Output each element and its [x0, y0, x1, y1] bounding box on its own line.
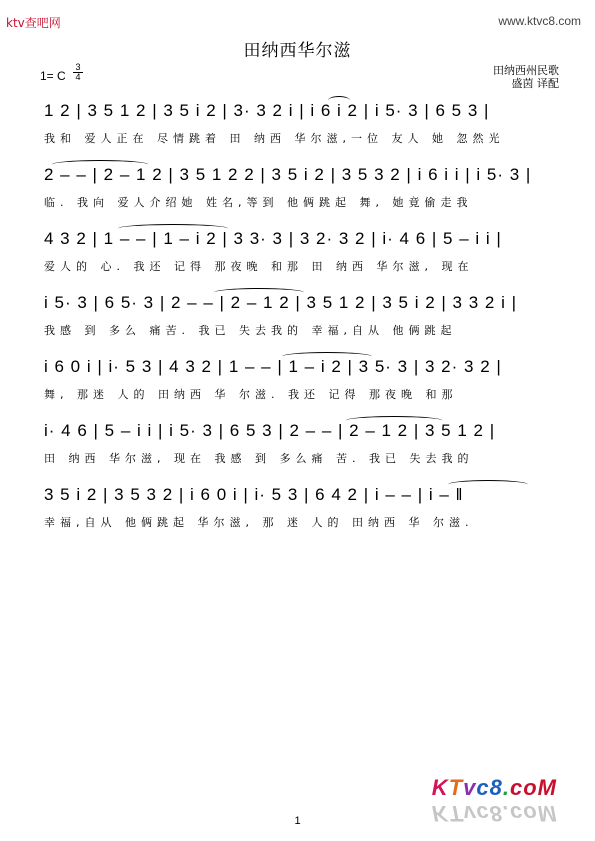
score-row-3 — [28, 224, 568, 286]
notation-line: 1 2 | 3 5 1 2 | 3 5 i 2 | 3· 3 2 i | i 6 i 2 | i 5· 3 | 6 5 3 | — [44, 101, 490, 120]
key-signature: 1= C — [40, 69, 66, 83]
lyrics-line: 我和 爱人正在 尽情跳着 田 纳西 华尔滋,一位 友人 她 忽然光 — [44, 132, 505, 145]
score-row-6 — [28, 416, 568, 478]
site-logo — [432, 775, 557, 801]
site-url-right: www.ktvc8.com — [498, 14, 581, 28]
logo-part: v — [463, 775, 477, 800]
credit-origin: 田纳西州民歌 — [493, 64, 559, 77]
lyrics-line: 临. 我向 爱人介绍她 姓名,等到 他俩跳起 舞, 她竟偷走我 — [44, 196, 473, 209]
time-signature — [72, 63, 84, 82]
lyrics-line: 我感 到 多么 痛苦. 我已 失去我的 幸福,自从 他俩跳起 — [44, 324, 457, 337]
logo-part: T — [448, 775, 464, 800]
lyrics-line: 田 纳西 华尔滋, 现在 我感 到 多么痛 苦. 我已 失去我的 — [44, 452, 474, 465]
logo-part: coM — [510, 801, 557, 826]
song-title: 田纳西华尔滋 — [243, 41, 352, 61]
score-row-4 — [28, 288, 568, 350]
meter-top: 3 — [75, 62, 81, 72]
logo-part: c8 — [476, 775, 503, 800]
notation-line: 4 3 2 | 1 – – | 1 – i 2 | 3 3· 3 | 3 2· 3 2 | i· 4 6 | 5 – i i | — [44, 229, 502, 248]
logo-part: coM — [510, 775, 557, 800]
score-row-2 — [28, 160, 568, 222]
logo-part: . — [502, 801, 510, 826]
lyrics-line: 舞, 那迷 人的 田纳西 华 尔滋. 我还 记得 那夜晚 和那 — [44, 388, 458, 401]
lyrics-line: 爱人的 心. 我还 记得 那夜晚 和那 田 纳西 华尔滋, 现在 — [44, 260, 474, 273]
site-brand-left: ktv查吧网 — [6, 16, 61, 30]
meter-bottom: 4 — [73, 72, 83, 82]
notation-line: i· 4 6 | 5 – i i | i 5· 3 | 6 5 3 | 2 – – | 2 – 1 2 | 3 5 1 2 | — [44, 421, 496, 440]
logo-part: T — [448, 801, 464, 826]
lyrics-line: 幸福,自从 他俩跳起 华尔滋, 那 迷 人的 田纳西 华 尔滋. — [44, 516, 474, 529]
notation-line: 2 – – | 2 – 1 2 | 3 5 1 2 2 | 3 5 i 2 | 3 5 3 2 | i 6 i i | i 5· 3 | — [44, 165, 532, 184]
score-row-5 — [28, 352, 568, 414]
logo-part: K — [431, 775, 449, 800]
page-number: 1 — [294, 815, 301, 827]
logo-part: c8 — [476, 801, 503, 826]
notation-line: i 6 0 i | i· 5 3 | 4 3 2 | 1 – – | 1 – i 2 | 3 5· 3 | 3 2· 3 2 | — [44, 357, 502, 376]
score-row-7 — [28, 480, 568, 542]
notation-line: i 5· 3 | 6 5· 3 | 2 – – | 2 – 1 2 | 3 5 1 2 | 3 5 i 2 | 3 3 2 i | — [44, 293, 517, 312]
logo-part: K — [431, 801, 449, 826]
notation-line: 3 5 i 2 | 3 5 3 2 | i 6 0 i | i· 5 3 | 6 4 2 | i – – | i – ‖ — [44, 485, 464, 504]
logo-part: v — [463, 801, 477, 826]
score-row-1 — [28, 96, 568, 158]
credit-translator: 盛茵 译配 — [511, 77, 559, 90]
logo-part: . — [502, 775, 510, 800]
